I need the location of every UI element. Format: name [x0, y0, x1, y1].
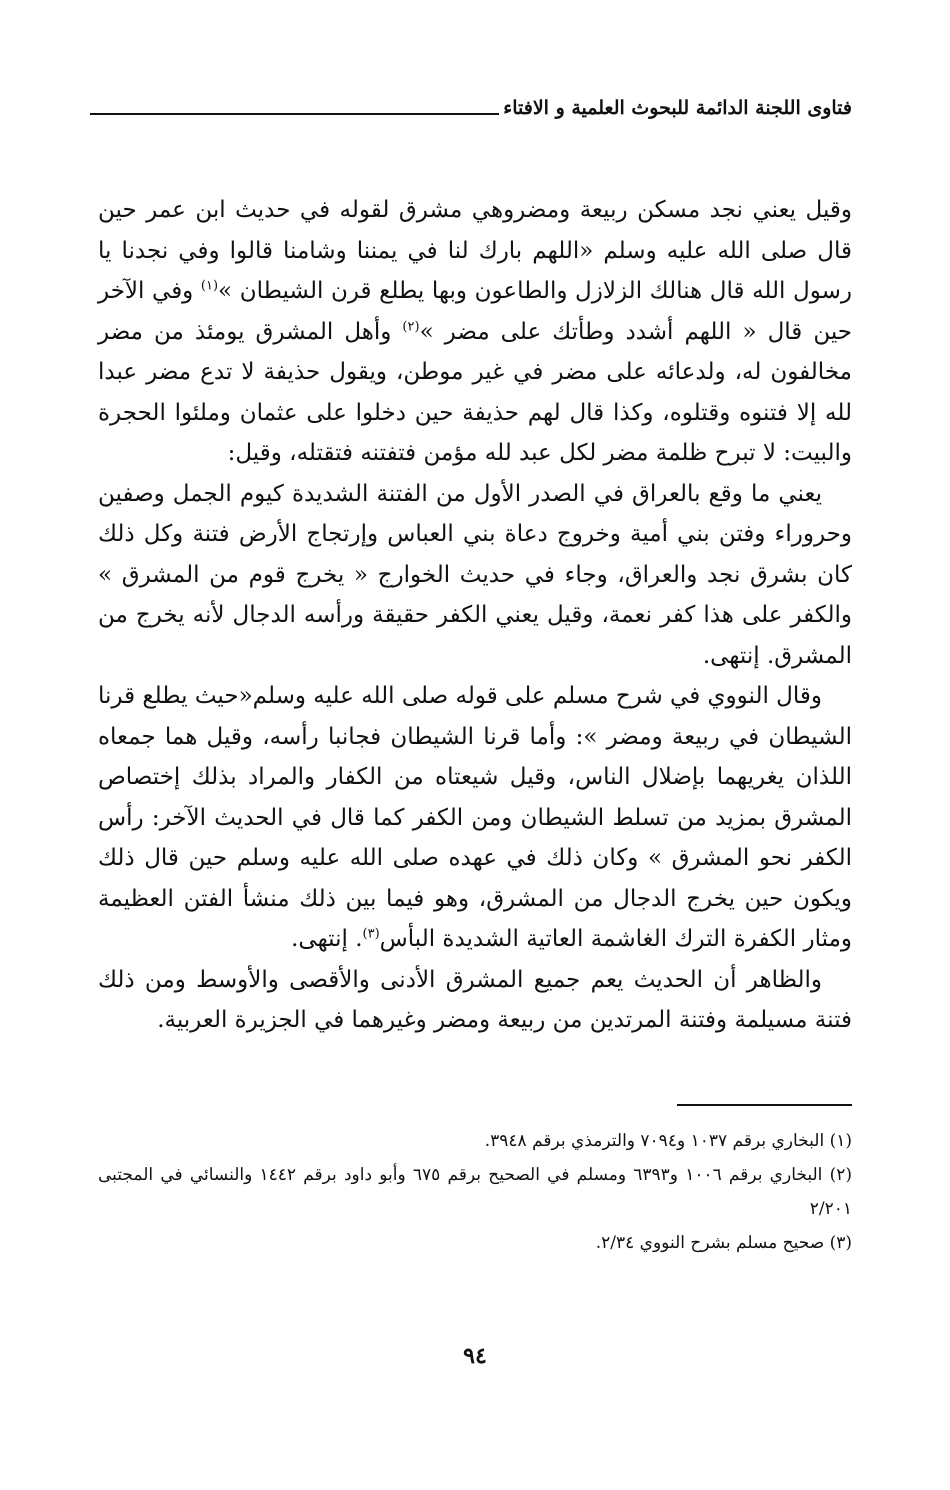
header-title: فتاوى اللجنة الدائمة للبحوث العلمية و الافتاء — [503, 97, 852, 119]
running-header — [90, 88, 852, 118]
body-text — [98, 190, 852, 1041]
paragraph-1-text: وفي الآخر حين قال « اللهم أشدد وطأتك على مضر » — [98, 278, 852, 345]
paragraph-1-text: وقيل يعني نجد مسكن ربيعة ومضروهي مشرق لقوله في حديث ابن عمر حين قال صلى الله عليه وسلم «اللهم بارك لنا في يمننا وشامنا قالوا وفي نجدنا يا رسول الله قال هنالك الزلازل والطاعون وبها يطلع قرن الشيطان » — [98, 197, 852, 304]
footnotes — [98, 1124, 852, 1260]
paragraph-3-text: وقال النووي في شرح مسلم على قوله صلى الله عليه وسلم«حيث يطلع قرنا الشيطان في ربيعة ومضر »: وأما قرنا الشيطان فجانبا رأسه، وقيل هما جمعاه اللذان يغريهما بإضلال الناس، وقيل شيعتاه من الكفار والمراد بذلك إختصاص المشرق بمزيد من تسلط الشيطان ومن الكفر كما قال في الحديث الآخر: رأس الكفر نحو المشرق » وكان ذلك في عهده صلى الله عليه وسلم حين قال ذلك ويكون حين يخرج الدجال من المشرق، وهو فيما بين ذلك منشأ الفتن العظيمة ومثار الكفرة الترك الغاشمة العاتية الشديدة البأس — [98, 683, 852, 952]
paragraph-3-text: . إنتهى. — [291, 926, 363, 952]
paragraph-2 — [98, 474, 852, 677]
paragraph-4-text: والظاهر أن الحديث يعم جميع المشرق الأدنى والأقصى والأوسط ومن ذلك فتنة مسيلمة وفتنة المرتدين من ربيعة ومضر وغيرهما في الجزيرة العربية. — [98, 966, 852, 1033]
footnote-1: (١) البخاري برقم ١٠٣٧ و٧٠٩٤ والترمذي برقم ٣٩٤٨. — [484, 1131, 852, 1151]
header-rule — [90, 113, 499, 115]
page-number: ٩٤ — [463, 1343, 487, 1369]
paragraph-2-text: يعني ما وقع بالعراق في الصدر الأول من الفتنة الشديدة كيوم الجمل وصفين وحروراء وفتن بني أمية وخروج دعاة بني العباس وإرتجاج الأرض فتنة وكل ذلك كان بشرق نجد والعراق، وجاء في حديث الخوارج « يخرج قوم من المشرق » والكفر على هذا كفر نعمة، وقيل يعني الكفر حقيقة ورأسه الدجال لأنه يخرج من المشرق. إنتهى. — [98, 480, 852, 669]
paragraph-3 — [98, 676, 852, 960]
footnote-ref-3: (٣) — [362, 926, 380, 942]
paragraph-1-text: وأهل المشرق يومئذ من مضر مخالفون له، ولدعائه على مضر في غير موطن، ويقول حذيفة لا تدع مضر عبدا لله إلا فتنوه وقتلوه، وكذا قال لهم حذيفة حين دخلوا على عثمان وملئوا الحجرة والبيت: لا تبرح ظلمة مضر لكل عبد لله مؤمن فتفتنه فتقتله، وقيل: — [98, 318, 852, 466]
footnote-separator — [677, 1104, 852, 1106]
paragraph-1 — [98, 190, 852, 474]
footnote-3: (٣) صحيح مسلم بشرح النووي ٢/٣٤. — [595, 1233, 852, 1253]
paragraph-4 — [98, 960, 852, 1041]
footnote-ref-1: (١) — [200, 278, 219, 294]
footnote-2: (٢) البخاري برقم ١٠٠٦ و٦٣٩٣ ومسلم في الصحيح برقم ٦٧٥ وأبو داود برقم ١٤٤٢ والنسائي في المجتبى ٢/٢٠١ — [98, 1165, 852, 1219]
footnote-ref-2: (٢) — [402, 318, 420, 334]
